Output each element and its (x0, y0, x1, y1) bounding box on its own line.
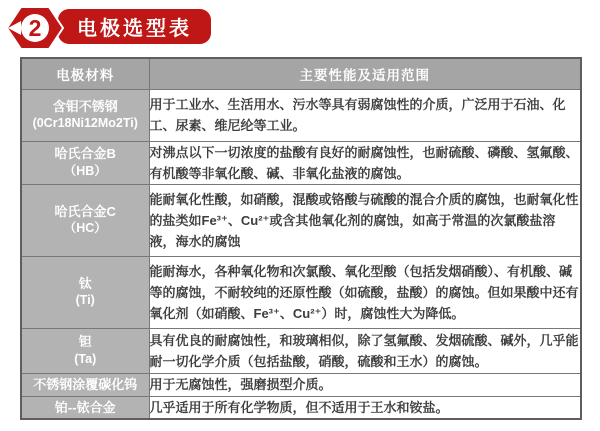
material-name: 钽 (78, 334, 92, 350)
performance-cell: 能耐海水，各种氧化物和次氯酸、氧化型酸（包括发烟硝酸）、有机酸、碱等的腐蚀，不耐较纯的还原性酸（如硫酸，盐酸）的腐蚀。但如果酸中还有氧化剂（如硝酸、Fe³⁺、Cu²⁺）时，腐蚀性大为降低。 (149, 256, 581, 328)
step-number-badge (5, 3, 65, 53)
table-row (21, 396, 581, 419)
table-row (21, 373, 581, 396)
performance-cell: 能耐氧化性酸，如硝酸，混酸或铬酸与硫酸的混合介质的腐蚀，也耐氧化性的盐类如Fe³⁺、Cu²⁺或含其他氧化剂的腐蚀，如高于常温的次氯酸盐溶液，海水的腐蚀 (149, 184, 581, 256)
performance-cell: 用于工业水、生活用水、污水等具有弱腐蚀性的介质，广泛用于石油、化工、尿素、维尼纶等工业。 (149, 89, 581, 141)
page-title: 电极选型表 (77, 18, 192, 40)
badge-number: 2 (28, 15, 42, 41)
material-sub: （HC） (63, 221, 107, 236)
table-row (21, 141, 581, 184)
table-row (21, 184, 581, 256)
material-cell (21, 141, 149, 184)
electrode-selection-table (20, 57, 582, 420)
performance-cell: 几乎适用于所有化学物质，但不适用于王水和铵盐。 (149, 396, 581, 419)
table-row (21, 89, 581, 141)
material-cell (21, 256, 149, 328)
material-cell (21, 328, 149, 373)
material-cell (21, 396, 149, 419)
performance-cell: 具有优良的耐腐蚀性，和玻璃相似，除了氢氟酸、发烟硫酸、碱外，几乎能耐一切化学介质（包括盐酸，硝酸，硫酸和王水）的腐蚀。 (149, 328, 581, 373)
column-header-performance: 主要性能及适用范围 (149, 58, 581, 89)
material-name: 钛 (78, 275, 92, 291)
column-header-material: 电极材料 (21, 58, 149, 89)
title-banner (58, 9, 211, 44)
material-cell (21, 184, 149, 256)
material-name: 哈氏合金B (54, 146, 116, 162)
table-row (21, 256, 581, 328)
material-sub: (Ti) (75, 293, 95, 308)
table-header-row (21, 58, 581, 89)
material-cell (21, 89, 149, 141)
material-name: 哈氏合金C (54, 203, 116, 219)
material-name: 不锈钢涂覆碳化钨 (33, 376, 138, 392)
table-row (21, 328, 581, 373)
material-cell (21, 373, 149, 396)
performance-cell: 对沸点以下一切浓度的盐酸有良好的耐腐蚀性，也耐硫酸、磷酸、氢氟酸、有机酸等非氧化酸、碱、非氧化盐液的腐蚀。 (149, 141, 581, 184)
performance-cell: 用于无腐蚀性，强磨损型介质。 (149, 373, 581, 396)
material-sub: （HB） (63, 163, 107, 178)
material-sub: (0Cr18Ni12Mo2Ti) (32, 116, 138, 131)
material-name: 铂--铱合金 (54, 399, 116, 415)
material-sub: (Ta) (74, 351, 97, 366)
material-name: 含钼不锈钢 (52, 98, 118, 114)
